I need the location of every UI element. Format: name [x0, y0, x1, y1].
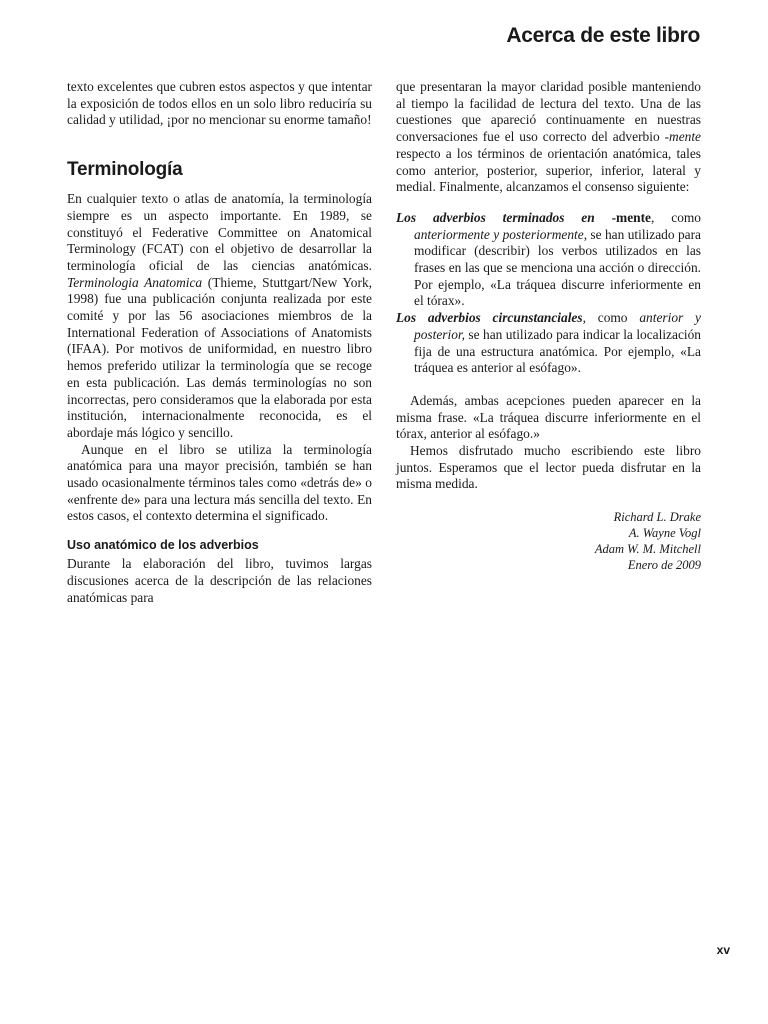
quote-circumstantial-adverbs	[396, 310, 701, 377]
terminologia-anatomica-title: Terminologia Anatomica	[67, 274, 203, 290]
quote-mente-text-a: , como	[651, 209, 701, 225]
both-meanings-paragraph: Además, ambas acepciones pueden aparecer en la misma frase. «La tráquea discurre inferiormente en el tórax, anterior al esófago.»	[396, 392, 701, 442]
quote-circumstantial-text-b: se han utilizado para indicar la localización fija de una estructura anatómica. Por ejemplo, «La tráquea es anterior al esófago».	[414, 326, 701, 376]
adverbs-intro-paragraph: Durante la elaboración del libro, tuvimos largas discusiones acerca de la descripción de las relaciones anatómicas para	[67, 556, 372, 605]
adverbs-continued-paragraph	[396, 79, 701, 196]
signature-date: Enero de 2009	[627, 558, 701, 573]
signature-line: Richard L. Drake	[613, 510, 701, 525]
quote-mente-lead: Los adverbios terminados en	[396, 209, 612, 225]
mente-term: -mente	[664, 129, 701, 145]
quote-circumstantial-text-a: , como	[582, 310, 640, 326]
section-title-terminologia: Terminología	[67, 159, 183, 181]
terminology-text-a: En cualquier texto o atlas de anatomía, la terminología siempre es un aspecto importante. En 1989, se constituyó el Federative Committee on Anatomical Terminology (FCAT) con el objetivo de desarrollar la terminología oficial de las ciencias anatómicas.	[67, 191, 372, 273]
page-header-title: Acerca de este libro	[506, 24, 700, 47]
consensus-quote-block	[396, 210, 701, 377]
signatures	[396, 509, 701, 573]
signature-line: Adam W. M. Mitchell	[594, 542, 701, 557]
left-column	[67, 79, 372, 606]
intro-paragraph: texto excelentes que cubren estos aspectos y que intentar la exposición de todos ellos en un solo libro reduciría su calidad y utilidad, ¡por no mencionar su enorme tamaño!	[67, 79, 372, 128]
page-number: xv	[716, 943, 730, 957]
quote-mente-adverbs	[396, 210, 701, 310]
closing-paragraph: Hemos disfrutado mucho escribiendo este libro juntos. Esperamos que el lector pueda disfrutar en la misma medida.	[396, 443, 701, 492]
adverbs-text-a: que presentaran la mayor claridad posible manteniendo al tiempo la facilidad de lectura del texto. Una de las cuestiones que apareció continuamente en nuestras conversaciones fue el uso correcto del adverbio	[396, 79, 701, 145]
terminology-paragraph	[67, 191, 372, 442]
quote-circumstantial-lead: Los adverbios circunstanciales	[396, 310, 583, 326]
quote-mente-lead-bold: -mente	[611, 209, 652, 225]
quote-circumstantial-terms: anterior y posterior,	[414, 310, 701, 342]
right-column	[396, 79, 701, 573]
signature-line: A. Wayne Vogl	[628, 526, 701, 541]
subsection-title-adverbios: Uso anatómico de los adverbios	[67, 538, 259, 553]
quote-mente-text-b: , se han utilizado para modificar (describir) los verbos utilizados en las frases en las que se menciona una acción o dirección. Por ejemplo, «La tráquea discurre inferiormente en el tórax».	[414, 226, 701, 309]
terminology-text-b: (Thieme, Stuttgart/New York, 1998) fue una publicación conjunta realizada por este comité y por las 56 asociaciones miembros de la International Federation of Associations of Anatomists (IFAA). Por motivos de uniformidad, en nuestro libro hemos preferido utilizar la terminología que se recoge en esta publicación. Las demás terminologías no son incorrectas, pero consideramos que la elaborada por esta institución, internacionalmente reconocida, es el abordaje más lógico y sencillo.	[67, 274, 372, 440]
adverbs-text-b: respecto a los términos de orientación anatómica, tales como anterior, posterior, superior, inferior, lateral y medial. Finalmente, alcanzamos el consenso siguiente:	[396, 145, 701, 195]
quote-mente-terms: anteriormente y posteriormente	[414, 226, 584, 242]
terminology-usage-paragraph: Aunque en el libro se utiliza la terminología anatómica para una mayor precisión, también se han usado ocasionalmente términos tales como «detrás de» o «enfrente de» para una lectura más sencilla del texto. En estos casos, el contexto determina el significado.	[67, 441, 372, 524]
